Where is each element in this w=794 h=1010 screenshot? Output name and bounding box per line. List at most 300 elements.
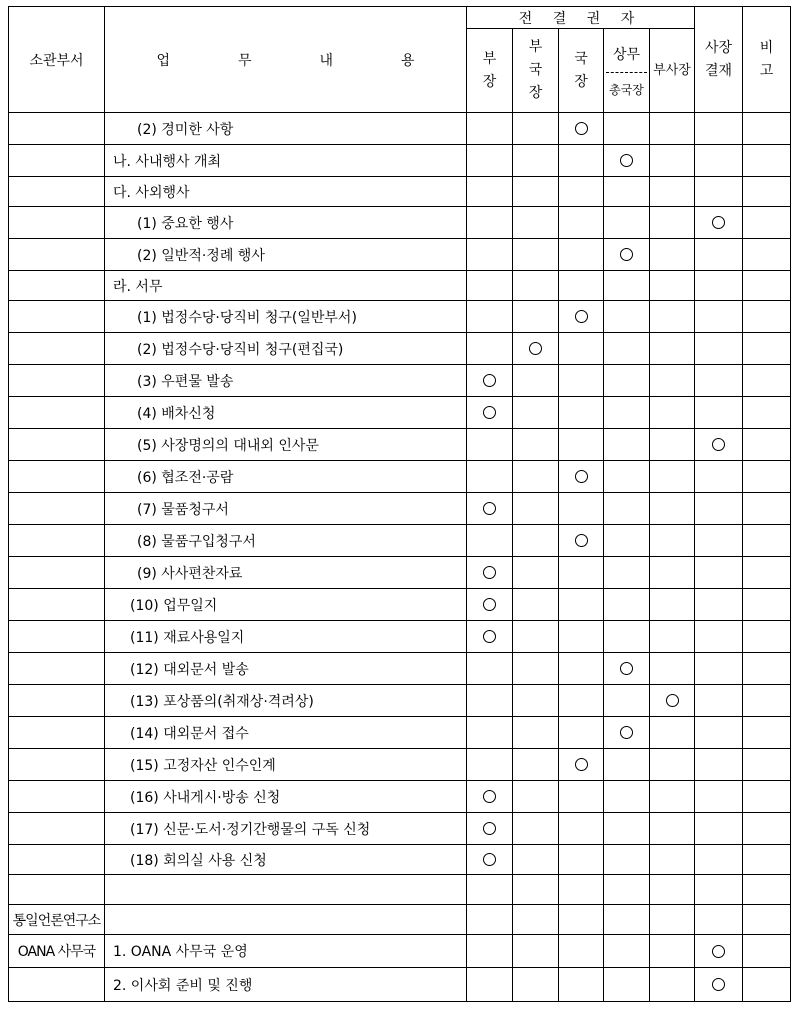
header-approvers-title: 전 결 권 자 <box>467 7 695 29</box>
approval-cell <box>650 145 695 177</box>
row-task: (3) 우편물 발송 <box>105 365 467 397</box>
row-dept <box>9 301 105 333</box>
approval-cell <box>743 621 791 653</box>
approval-cell <box>604 935 650 968</box>
header-label: 비 고 <box>759 39 774 79</box>
approval-cell <box>513 845 559 875</box>
approval-cell <box>467 333 513 365</box>
row-task: (8) 물품구입청구서 <box>105 525 467 557</box>
approval-cell <box>650 113 695 145</box>
table-row <box>9 397 791 429</box>
approval-cell <box>467 365 513 397</box>
approval-cell <box>695 968 743 1002</box>
approval-cell <box>695 113 743 145</box>
approval-cell <box>467 845 513 875</box>
table-row <box>9 621 791 653</box>
approval-cell <box>513 749 559 781</box>
approval-cell <box>650 493 695 525</box>
row-dept <box>9 653 105 685</box>
approval-cell <box>743 177 791 207</box>
header-dept-head <box>467 29 513 113</box>
approval-cell <box>467 781 513 813</box>
approval-cell <box>743 429 791 461</box>
approval-cell <box>743 239 791 271</box>
approval-cell <box>467 177 513 207</box>
table-row <box>9 968 791 1002</box>
approval-cell <box>559 333 604 365</box>
approval-cell <box>650 397 695 429</box>
row-task: (7) 물품청구서 <box>105 493 467 525</box>
approval-mark-icon <box>483 790 496 803</box>
row-dept <box>9 113 105 145</box>
approval-cell <box>650 207 695 239</box>
row-dept <box>9 271 105 301</box>
approval-mark-icon <box>483 598 496 611</box>
approval-cell <box>650 525 695 557</box>
row-dept: OANA 사무국 <box>9 935 105 968</box>
approval-mark-icon <box>620 248 633 261</box>
header-label: 부 장 <box>482 50 497 90</box>
approval-cell <box>695 207 743 239</box>
row-task: 다. 사외행사 <box>105 177 467 207</box>
table-row <box>9 301 791 333</box>
approval-cell <box>559 845 604 875</box>
approval-cell <box>467 935 513 968</box>
approval-cell <box>604 113 650 145</box>
approval-cell <box>513 333 559 365</box>
approval-cell <box>695 557 743 589</box>
approval-cell <box>467 301 513 333</box>
approval-cell <box>695 525 743 557</box>
approval-cell <box>650 621 695 653</box>
table-row <box>9 813 791 845</box>
approval-cell <box>650 301 695 333</box>
approval-cell <box>467 145 513 177</box>
approval-cell <box>604 461 650 493</box>
row-dept <box>9 333 105 365</box>
approval-cell <box>513 461 559 493</box>
approval-cell <box>604 781 650 813</box>
row-task: (4) 배차신청 <box>105 397 467 429</box>
approval-cell <box>559 935 604 968</box>
approval-cell <box>695 429 743 461</box>
approval-cell <box>743 397 791 429</box>
approval-cell <box>604 145 650 177</box>
header-ceo <box>695 7 743 113</box>
row-dept <box>9 781 105 813</box>
approval-cell <box>604 301 650 333</box>
table-row <box>9 365 791 397</box>
row-dept <box>9 461 105 493</box>
row-task: (16) 사내게시·방송 신청 <box>105 781 467 813</box>
table-row <box>9 749 791 781</box>
approval-cell <box>650 333 695 365</box>
approval-cell <box>604 875 650 905</box>
approval-cell <box>559 621 604 653</box>
approval-cell <box>695 145 743 177</box>
approval-mark-icon <box>712 978 725 991</box>
row-dept <box>9 557 105 589</box>
approval-cell <box>743 113 791 145</box>
approval-cell <box>559 429 604 461</box>
approval-cell <box>604 685 650 717</box>
approval-cell <box>743 207 791 239</box>
approval-cell <box>513 557 559 589</box>
approval-cell <box>559 113 604 145</box>
approval-cell <box>467 271 513 301</box>
row-task: (1) 법정수당·당직비 청구(일반부서) <box>105 301 467 333</box>
approval-cell <box>559 781 604 813</box>
approval-cell <box>559 145 604 177</box>
approval-cell <box>604 749 650 781</box>
table-row <box>9 781 791 813</box>
approval-cell <box>467 429 513 461</box>
approval-cell <box>513 145 559 177</box>
approval-cell <box>695 589 743 621</box>
approval-cell <box>559 685 604 717</box>
approval-cell <box>650 935 695 968</box>
approval-mark-icon <box>712 945 725 958</box>
approval-mark-icon <box>483 853 496 866</box>
approval-cell <box>604 905 650 935</box>
approval-cell <box>604 968 650 1002</box>
approval-cell <box>513 429 559 461</box>
approval-cell <box>559 301 604 333</box>
approval-cell <box>559 589 604 621</box>
approval-cell <box>650 968 695 1002</box>
table-row <box>9 845 791 875</box>
approval-cell <box>604 365 650 397</box>
table-body <box>9 113 791 1002</box>
approval-cell <box>559 968 604 1002</box>
table-row <box>9 177 791 207</box>
table-row <box>9 905 791 935</box>
approval-cell <box>604 333 650 365</box>
approval-cell <box>559 239 604 271</box>
row-dept <box>9 365 105 397</box>
header-content-char: 업 <box>156 52 170 69</box>
approval-mark-icon <box>712 216 725 229</box>
header-content-char: 무 <box>237 52 252 69</box>
header-content-char: 용 <box>401 52 415 69</box>
approval-cell <box>650 239 695 271</box>
approval-cell <box>743 525 791 557</box>
approval-cell <box>743 301 791 333</box>
row-dept <box>9 685 105 717</box>
table-row <box>9 239 791 271</box>
approval-cell <box>695 717 743 749</box>
approval-cell <box>650 589 695 621</box>
approval-cell <box>513 113 559 145</box>
approval-cell <box>513 685 559 717</box>
approval-cell <box>650 813 695 845</box>
row-dept <box>9 813 105 845</box>
approval-cell <box>743 968 791 1002</box>
approval-cell <box>513 813 559 845</box>
row-dept <box>9 968 105 1002</box>
approval-mark-icon <box>575 534 588 547</box>
header-vp: 부사장 <box>650 29 695 113</box>
approval-cell <box>743 717 791 749</box>
header-director <box>559 29 604 113</box>
approval-cell <box>604 557 650 589</box>
approval-cell <box>559 177 604 207</box>
header-dept: 소관부서 <box>9 7 105 113</box>
approval-cell <box>695 301 743 333</box>
approval-cell <box>559 653 604 685</box>
approval-cell <box>604 239 650 271</box>
approval-cell <box>467 207 513 239</box>
row-dept <box>9 717 105 749</box>
row-task: (1) 중요한 행사 <box>105 207 467 239</box>
approval-cell <box>695 333 743 365</box>
row-task: (17) 신문·도서·정기간행물의 구독 신청 <box>105 813 467 845</box>
approval-cell <box>695 845 743 875</box>
table-row <box>9 429 791 461</box>
row-dept: 통일언론연구소 <box>9 905 105 935</box>
row-task: (12) 대외문서 발송 <box>105 653 467 685</box>
approval-cell <box>695 749 743 781</box>
approval-cell <box>513 621 559 653</box>
approval-cell <box>743 875 791 905</box>
row-dept <box>9 145 105 177</box>
approval-cell <box>604 813 650 845</box>
row-dept <box>9 429 105 461</box>
approval-cell <box>743 557 791 589</box>
row-task: (5) 사장명의의 대내외 인사문 <box>105 429 467 461</box>
approval-cell <box>650 365 695 397</box>
approval-cell <box>650 557 695 589</box>
header-exec-top: 상무 <box>606 44 647 73</box>
approval-mark-icon <box>666 694 679 707</box>
approval-cell <box>695 365 743 397</box>
approval-cell <box>467 905 513 935</box>
row-task <box>105 905 467 935</box>
approval-cell <box>650 685 695 717</box>
approval-cell <box>467 653 513 685</box>
row-dept <box>9 845 105 875</box>
approval-cell <box>650 461 695 493</box>
approval-cell <box>743 589 791 621</box>
approval-cell <box>695 621 743 653</box>
row-task: (14) 대외문서 접수 <box>105 717 467 749</box>
approval-cell <box>559 271 604 301</box>
approval-cell <box>743 685 791 717</box>
table-row <box>9 935 791 968</box>
approval-cell <box>604 589 650 621</box>
approval-mark-icon <box>483 406 496 419</box>
table-row <box>9 493 791 525</box>
approval-cell <box>559 557 604 589</box>
row-dept <box>9 239 105 271</box>
approval-cell <box>650 875 695 905</box>
approval-mark-icon <box>483 630 496 643</box>
approval-cell <box>604 429 650 461</box>
row-task: (10) 업무일지 <box>105 589 467 621</box>
approval-cell <box>513 207 559 239</box>
approval-cell <box>695 239 743 271</box>
approval-cell <box>650 905 695 935</box>
row-task: (2) 일반적·정례 행사 <box>105 239 467 271</box>
approval-cell <box>604 207 650 239</box>
approval-cell <box>650 845 695 875</box>
approval-cell <box>467 493 513 525</box>
row-task: (9) 사사편찬자료 <box>105 557 467 589</box>
approval-mark-icon <box>575 122 588 135</box>
table-row <box>9 557 791 589</box>
header-content <box>105 7 467 113</box>
approval-cell <box>513 968 559 1002</box>
approval-cell <box>650 271 695 301</box>
approval-cell <box>743 935 791 968</box>
approval-cell <box>467 621 513 653</box>
approval-cell <box>513 177 559 207</box>
approval-cell <box>559 493 604 525</box>
approval-cell <box>467 875 513 905</box>
approval-cell <box>513 935 559 968</box>
approval-cell <box>559 813 604 845</box>
approval-cell <box>513 781 559 813</box>
approval-cell <box>559 207 604 239</box>
approval-cell <box>604 493 650 525</box>
approval-mark-icon <box>483 822 496 835</box>
approval-cell <box>604 397 650 429</box>
header-label: 국 장 <box>574 50 588 90</box>
approval-cell <box>743 461 791 493</box>
row-dept <box>9 525 105 557</box>
row-task: (6) 협조전·공람 <box>105 461 467 493</box>
header-exec <box>604 29 650 113</box>
approval-cell <box>513 589 559 621</box>
approval-cell <box>604 845 650 875</box>
approval-cell <box>695 177 743 207</box>
approval-cell <box>513 525 559 557</box>
table-row <box>9 525 791 557</box>
approval-mark-icon <box>712 438 725 451</box>
approval-mark-icon <box>483 502 496 515</box>
approval-cell <box>604 653 650 685</box>
row-task: 2. 이사회 준비 및 진행 <box>105 968 467 1002</box>
approval-cell <box>695 875 743 905</box>
approval-cell <box>604 525 650 557</box>
row-task: (15) 고정자산 인수인계 <box>105 749 467 781</box>
approval-cell <box>743 493 791 525</box>
table-row <box>9 685 791 717</box>
approval-cell <box>695 397 743 429</box>
approval-cell <box>467 717 513 749</box>
approval-mark-icon <box>483 566 496 579</box>
table-row <box>9 271 791 301</box>
approval-cell <box>467 813 513 845</box>
approval-cell <box>559 365 604 397</box>
approval-cell <box>513 905 559 935</box>
approval-cell <box>559 875 604 905</box>
row-task: (18) 회의실 사용 신청 <box>105 845 467 875</box>
approval-cell <box>513 875 559 905</box>
approval-cell <box>695 461 743 493</box>
approval-cell <box>559 461 604 493</box>
approval-cell <box>743 271 791 301</box>
approval-cell <box>743 653 791 685</box>
approval-mark-icon <box>575 758 588 771</box>
approval-cell <box>604 717 650 749</box>
row-task: 나. 사내행사 개최 <box>105 145 467 177</box>
row-dept <box>9 177 105 207</box>
row-task: 라. 서무 <box>105 271 467 301</box>
row-dept <box>9 749 105 781</box>
table-row <box>9 207 791 239</box>
row-task <box>105 875 467 905</box>
approval-cell <box>559 717 604 749</box>
approval-cell <box>743 365 791 397</box>
table-row <box>9 589 791 621</box>
approval-cell <box>467 685 513 717</box>
header-exec-bottom: 총국장 <box>609 82 644 97</box>
approval-cell <box>513 365 559 397</box>
approval-cell <box>467 557 513 589</box>
approval-cell <box>513 271 559 301</box>
approval-mark-icon <box>575 470 588 483</box>
row-dept <box>9 493 105 525</box>
approval-cell <box>513 717 559 749</box>
row-task: (11) 재료사용일지 <box>105 621 467 653</box>
approval-cell <box>743 749 791 781</box>
approval-cell <box>695 813 743 845</box>
header-label: 사장 결재 <box>704 39 733 79</box>
approval-cell <box>695 271 743 301</box>
approval-cell <box>467 113 513 145</box>
approval-cell <box>695 493 743 525</box>
approval-cell <box>513 493 559 525</box>
approval-cell <box>467 968 513 1002</box>
row-dept <box>9 397 105 429</box>
approval-cell <box>467 589 513 621</box>
approval-cell <box>650 653 695 685</box>
table-row <box>9 717 791 749</box>
approval-cell <box>559 397 604 429</box>
row-dept <box>9 875 105 905</box>
approval-cell <box>695 781 743 813</box>
row-dept <box>9 589 105 621</box>
approval-cell <box>604 621 650 653</box>
approval-cell <box>559 749 604 781</box>
approval-cell <box>467 239 513 271</box>
approval-authority-table <box>8 6 791 1002</box>
table-row <box>9 653 791 685</box>
approval-mark-icon <box>620 662 633 675</box>
approval-cell <box>513 397 559 429</box>
header-label: 부 국 장 <box>528 39 543 101</box>
row-dept <box>9 621 105 653</box>
row-task: 1. OANA 사무국 운영 <box>105 935 467 968</box>
approval-cell <box>513 653 559 685</box>
row-task: (2) 경미한 사항 <box>105 113 467 145</box>
approval-mark-icon <box>575 310 588 323</box>
approval-cell <box>743 813 791 845</box>
approval-cell <box>559 905 604 935</box>
approval-cell <box>743 905 791 935</box>
header-deputy <box>513 29 559 113</box>
approval-cell <box>743 845 791 875</box>
header-content-char: 내 <box>319 52 334 69</box>
approval-cell <box>743 333 791 365</box>
approval-cell <box>650 749 695 781</box>
approval-mark-icon <box>529 342 542 355</box>
header-note <box>743 7 791 113</box>
approval-cell <box>695 685 743 717</box>
table-row <box>9 461 791 493</box>
approval-cell <box>467 749 513 781</box>
